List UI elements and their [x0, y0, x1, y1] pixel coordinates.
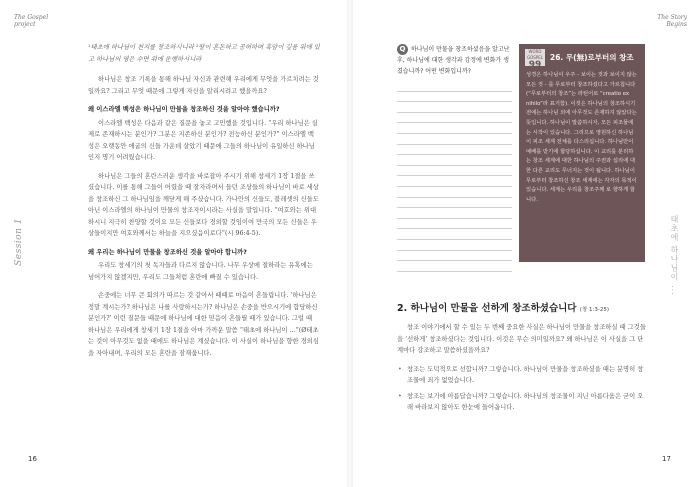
answer-line[interactable]	[397, 240, 512, 251]
running-head-line: Begins	[666, 21, 687, 28]
answer-line[interactable]	[397, 145, 512, 156]
section-reference: (창 1:3-25)	[579, 307, 609, 313]
answer-line[interactable]	[397, 113, 512, 124]
answer-lines[interactable]	[397, 81, 512, 272]
answer-line[interactable]	[397, 187, 512, 198]
left-page-number: 16	[28, 455, 37, 463]
paragraph: 이스라엘 백성은 다음과 같은 질문을 놓고 고민했을 것입니다. “우리 하나님은 실제로 존재하시는 분인가? 그분은 지존하신 분인가? 전능하신 분인가?” 이스라엘 백성은 오랫동안 애굽의 신들 가운데 살았기 때문에 그들의 하나님이 유일하신 하나님인지 명기 어려웠습니다.	[88, 119, 318, 161]
answer-line[interactable]	[397, 198, 512, 209]
bullet-list	[397, 364, 647, 414]
paragraph: 손중에는 너무 큰 회의가 따르는 것 같아서 때때로 마음이 흔들립니다. ‘하나님은 정말 계시는가? 하나님은 나를 사랑하시는가? 하나님은 손중을 반으시기에 합당하신 분인가?’ 이런 질문들 때문에 하나님에 대한 믿음이 흔들릴 때가 있습니다. 그럴 때 하나님은 우리에게 창세기 1장 1절을 아마 가까운 말씀 “태초에 하나님이 ...”(Ø태초는 것이 아무것도 없을 때에도 하나님은 계셨습니다. 이 사실이 하나님을 향한 경외심을 자아내며, 우리의 모든 혼란을 잠재웁니다.	[88, 292, 319, 357]
doctrine-infobox	[519, 44, 645, 262]
doctrine-badge	[525, 49, 545, 70]
bullet-item: • 창조는 도덕적으로 선합니까? 그렇습니다. 하나님이 만물을 창조하셨을 때는 분명히 창조물에 죄가 없었습니다.	[407, 364, 647, 387]
running-head-line: The Gospel	[14, 14, 49, 21]
question-text: 하나님이 만물을 창조하셨음을 알고난 후, 하나님에 대한 생각과 감정에 변화가 생겼습니까? 어떤 변화입니까?	[397, 46, 510, 75]
running-head-line: The Story	[657, 14, 687, 21]
answer-line[interactable]	[397, 166, 512, 177]
infobox-header	[519, 44, 645, 69]
paragraph: 우리도 창세기의 첫 독자들과 다르지 않습니다. 나무 우상에 절하라는 유혹에는 넘어가지 않겠지만, 우리도 그들처럼 혼란에 빠질 수 있습니다.	[88, 262, 313, 281]
infobox-title: 26. 무(無)로부터의 창조	[550, 53, 634, 62]
section-title: 하나님이 만물을 선하게 창조하셨습니다	[410, 303, 577, 314]
right-page-number: 17	[662, 455, 671, 463]
book-gutter	[347, 0, 353, 487]
question-heading: 왜 이스라엘 백성은 하나님이 만물을 창조하신 것을 알아야 했습니까?	[88, 106, 280, 113]
left-text-column	[88, 42, 320, 366]
bullet-item: • 창조는 보기에 아름답습니까? 그렇습니다. 하나님의 창조물이 지닌 아름다움은 굳이 오래 바라보지 않아도 한눈에 들어옵니다.	[407, 391, 647, 414]
answer-line[interactable]	[397, 102, 512, 113]
question-heading: 왜 우리는 하나님이 만물을 창조하신 것을 알아야 합니까?	[88, 248, 247, 256]
section-paragraph: 창조 이야기에서 할 수 있는 두 번째 중요한 사실은 하나님이 만물을 창조하실 때 그것들을 ‘선하게’ 창조하셨다는 것입니다. 이것은 무슨 의미일까요? 왜 하나님은 이 사실을 그 단계마다 강조하고 말씀하셨을까요?	[397, 324, 646, 354]
answer-line[interactable]	[397, 219, 512, 230]
answer-line[interactable]	[397, 81, 512, 92]
question-icon: Q	[397, 44, 408, 55]
scripture-quote: ¹태초에 하나님이 천지를 창조하시니라 ²땅이 혼돈하고 공허하며 흑암이 깊음 위에 있고 하나님의 영은 수면 위에 운행하시니라	[88, 44, 320, 63]
running-head-line: project	[14, 21, 36, 28]
answer-line[interactable]	[397, 123, 512, 134]
answer-line[interactable]	[397, 251, 512, 262]
answer-line[interactable]	[397, 261, 512, 272]
answer-line[interactable]	[397, 134, 512, 145]
left-session-tab: Session 1	[14, 218, 24, 266]
left-running-head	[14, 14, 48, 28]
answer-line[interactable]	[397, 208, 512, 219]
answer-line[interactable]	[397, 229, 512, 240]
infobox-body: 성경은 하나님이 우주 - 보이는 것과 보이지 않는 모든 것 - 를 무로부터 창조하셨다고 가르칩니다(“무로부터의 창조”는 라틴어로 “creatio ex nihilo”라 표기함). 이것은 하나님의 창조하시기 전에는 하나님 외에 아무것도 존재하지 않았다는 뜻입니다. 하나님이 말씀하시자, 모든 피조물에는 시작이 있습니다. 그리므로 영원하신 하나님이 피조 세계 전체를 다스리십니다. 하나님만이 예배를 받기에 합당하십니다. 이 교리를 분리하는 창조 세계에 대한 하나님의 주권과 섭리에 대한 다른 교리도 무너지는 것이 됩니다. 하나님이 무로부터 창조하신 창조 세계에는 각자의 목적이 있습니다. 세계는 우리를 창조주께 로 향하게 합니다.	[526, 72, 637, 203]
answer-line[interactable]	[397, 176, 512, 187]
badge-number: 99	[528, 60, 542, 70]
answer-line[interactable]	[397, 92, 512, 103]
answer-line[interactable]	[397, 155, 512, 166]
right-chapter-tab: 태초에 하나님이 ...	[670, 215, 679, 296]
section-heading	[397, 300, 609, 314]
right-running-head	[655, 14, 687, 28]
question-text-block	[397, 44, 512, 77]
reflection-question	[397, 44, 512, 272]
badge-label: WORD GOSPEL	[527, 49, 543, 60]
right-text-column	[397, 322, 647, 418]
paragraph: 하나님은 그들의 혼란스러운 생각을 바로잡아 주시기 위해 창세기 1장 1절을 쓰셨습니다. 이를 통해 그들이 어렸을 때 잘자라며서 들던 조상들의 하나님이 바로 세상을 창조하신 그 하나님임을 깨닫게 해 주셨습니다. 가나안의 신들도, 블레셋의 신들도 아닌 이스라엘의 하나님이 만물의 창조자이시라는 사실을 말입니다. “여호와는 위대하시니 지극히 찬양할 것이요 모든 신들보다 경외할 것임이여 만국의 모든 신들은 우상들이지만 여호와께서는 하늘을 지으셨음이로다”(시 96:4-5).	[88, 172, 319, 237]
section-number: 2.	[397, 303, 408, 314]
intro-paragraph: 하나님은 창조 기록을 통해 하나님 자신과 관련해 우리에게 무엇을 가르치려는 것일까요? 그리고 무엇 때문에 그렇게 자신을 알리시려고 했을까요?	[88, 76, 319, 95]
